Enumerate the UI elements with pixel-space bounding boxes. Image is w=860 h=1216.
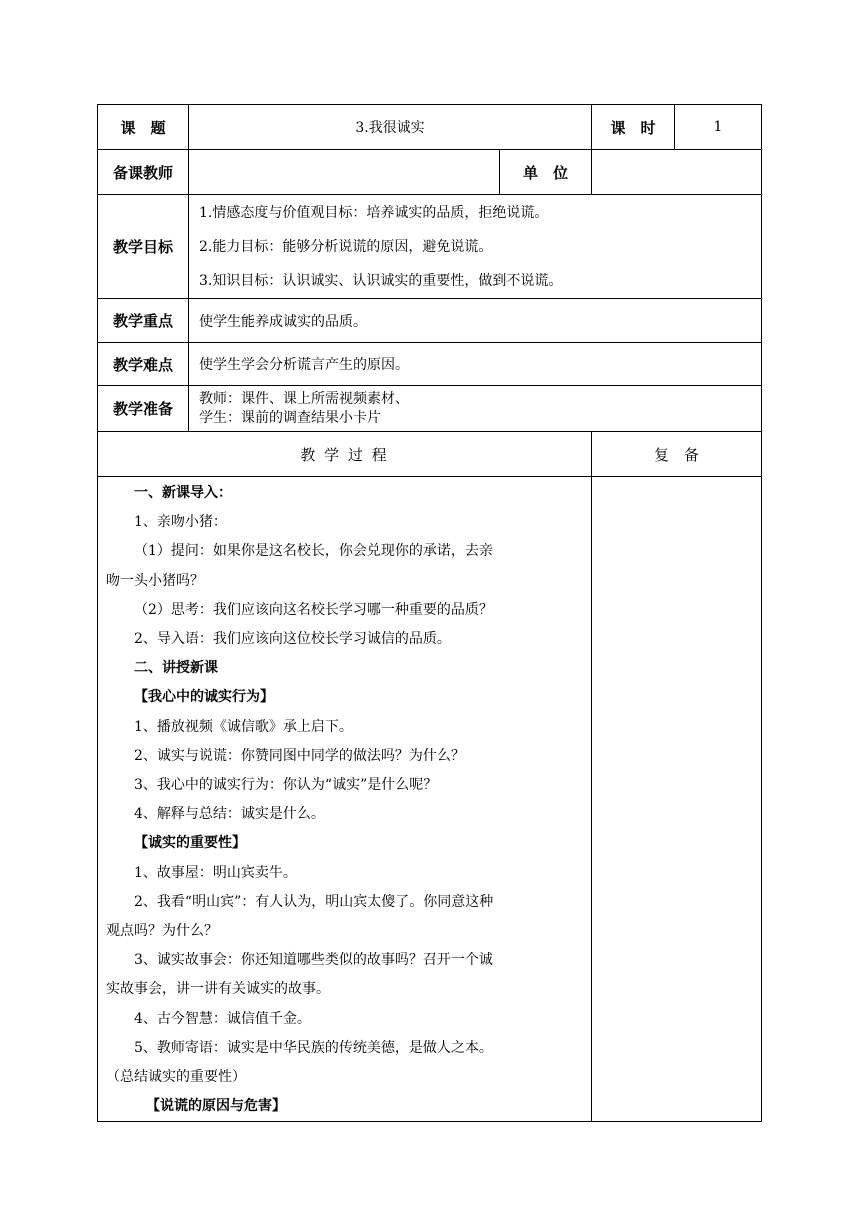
process-line: 4、解释与总结：诚实是什么。 [134, 806, 325, 823]
hours-label: 课 时 [592, 105, 675, 150]
process-line: 【诚实的重要性】 [134, 835, 246, 852]
review-content [592, 477, 762, 1122]
subject-label: 课 题 [98, 105, 189, 150]
process-line: （1）提问：如果你是这名校长，你会兑现你的承诺，去亲 [134, 543, 493, 560]
unit-label: 单 位 [500, 150, 592, 195]
process-line: 二、讲授新课 [134, 660, 218, 677]
process-line: 2、导入语：我们应该向这位校长学习诚信的品质。 [134, 631, 451, 648]
process-line: 1、播放视频《诚信歌》承上启下。 [134, 718, 353, 735]
preparation-line: 学生：课前的调查结果小卡片 [199, 409, 381, 426]
process-line: 3、我心中的诚实行为：你认为“诚实”是什么呢？ [134, 777, 438, 794]
process-line: 吻一头小猪吗？ [106, 572, 204, 589]
process-line: 2、诚实与说谎：你赞同图中同学的做法吗？为什么？ [134, 747, 465, 764]
goals-label: 教学目标 [98, 195, 189, 299]
review-title: 复 备 [592, 432, 762, 477]
process-line: 【说谎的原因与危害】 [146, 1098, 286, 1115]
process-line: 3、诚实故事会：你还知道哪些类似的故事吗？召开一个诚 [134, 952, 493, 969]
process-line: 1、故事屋：明山宾卖牛。 [134, 864, 297, 881]
preparation-content [189, 386, 762, 432]
teacher-label: 备课教师 [98, 150, 189, 195]
subject-value: 3.我很诚实 [189, 105, 592, 150]
process-line: 一、新课导入： [134, 485, 232, 501]
hours-value: 1 [675, 105, 762, 150]
key-point-value: 使学生能养成诚实的品质。 [189, 299, 762, 343]
process-line: 实故事会，讲一讲有关诚实的故事。 [106, 981, 330, 998]
goal-item: 2.能力目标：能够分析说谎的原因，避免说谎。 [199, 238, 493, 255]
process-line: 4、古今智慧：诚信值千金。 [134, 1010, 311, 1027]
unit-value [592, 150, 762, 195]
process-line: 观点吗？为什么？ [106, 923, 218, 940]
goal-item: 1.情感态度与价值观目标：培养诚实的品质，拒绝说谎。 [199, 204, 549, 221]
preparation-label: 教学准备 [98, 386, 189, 432]
process-line: 1、亲吻小猪： [134, 514, 227, 531]
teacher-value [189, 150, 500, 195]
process-title: 教 学 过 程 [98, 432, 592, 477]
difficulty-value: 使学生学会分析谎言产生的原因。 [189, 343, 762, 386]
process-line: 【我心中的诚实行为】 [134, 689, 274, 706]
process-line: 5、教师寄语：诚实是中华民族的传统美德，是做人之本。 [134, 1039, 493, 1056]
key-point-label: 教学重点 [98, 299, 189, 343]
difficulty-label: 教学难点 [98, 343, 189, 386]
process-line: 2、我看“明山宾”：有人认为，明山宾太傻了。你同意这种 [134, 893, 494, 910]
process-line: （总结诚实的重要性） [106, 1069, 246, 1086]
lesson-plan-table [97, 104, 762, 1122]
process-line: （2）思考：我们应该向这名校长学习哪一种重要的品质？ [134, 601, 493, 618]
preparation-line: 教师：课件、课上所需视频素材、 [199, 390, 409, 407]
goals-content [189, 195, 762, 299]
process-content [98, 477, 592, 1122]
goal-item: 3.知识目标：认识诚实、认识诚实的重要性，做到不说谎。 [199, 272, 563, 289]
